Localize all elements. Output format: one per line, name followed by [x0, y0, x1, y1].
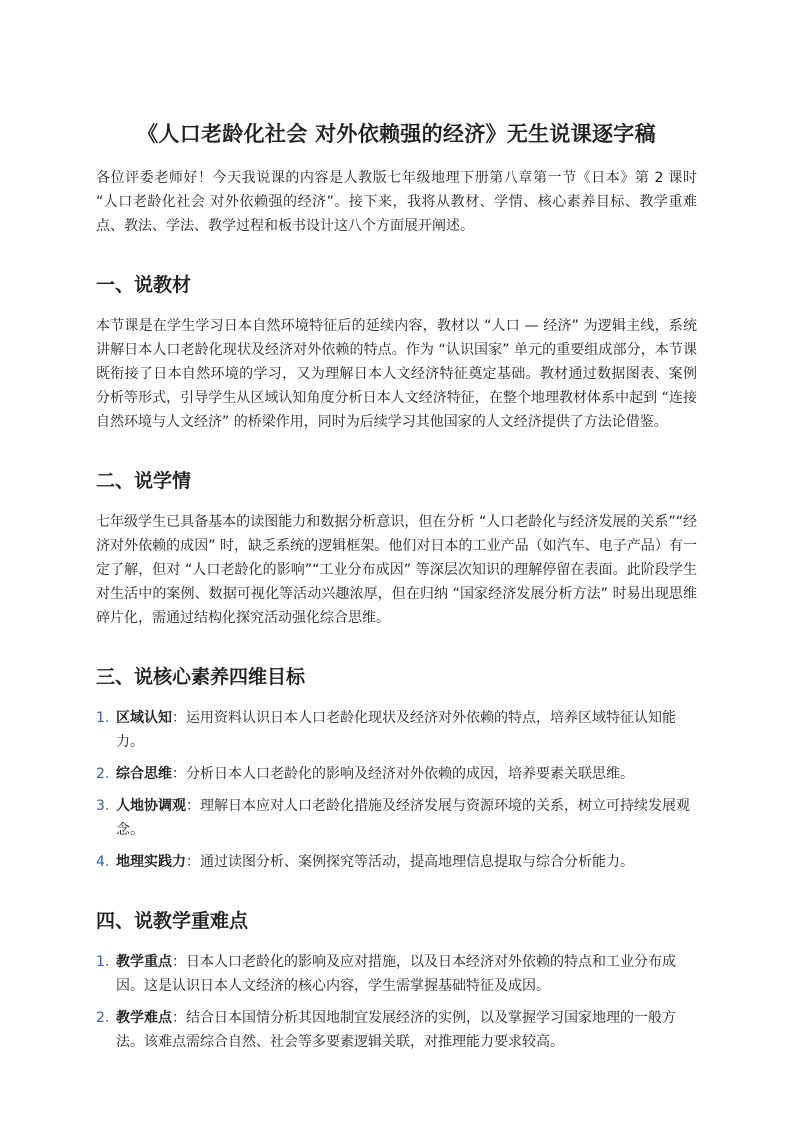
list-term: 综合思维 — [116, 766, 172, 782]
list-text: 通过读图分析、案例探究等活动，提高地理信息提取与综合分析能力。 — [200, 854, 634, 870]
list-separator: ： — [172, 710, 186, 726]
document-body — [96, 166, 697, 1068]
section-heading-textbook: 一、说教材 — [96, 274, 192, 296]
list-text: 分析日本人口老龄化的影响及经济对外依赖的成因，培养要素关联思维。 — [186, 766, 634, 782]
list-item — [96, 1006, 697, 1054]
list-text: 日本人口老龄化的影响及应对措施，以及日本经济对外依赖的特点和工业分布成因。这是认识日本人文经济的核心内容，学生需掌握基础特征及成因。 — [116, 954, 676, 994]
document-title: 《人口老龄化社会 对外依赖强的经济》无生说课逐字稿 — [137, 122, 656, 146]
list-separator: ： — [186, 854, 200, 870]
list-separator: ： — [172, 766, 186, 782]
list-number: 4. — [96, 854, 110, 870]
list-item — [96, 794, 697, 842]
list-text: 运用资料认识日本人口老龄化现状及经济对外依赖的特点，培养区域特征认知能力。 — [116, 710, 676, 750]
list-text: 结合日本国情分析其因地制宜发展经济的实例，以及掌握学习国家地理的一般方法。该难点需综合自然、社会等多要素逻辑关联，对推理能力要求较高。 — [116, 1010, 676, 1050]
section-heading-students: 二、说学情 — [96, 470, 192, 492]
list-term: 区域认知 — [116, 710, 172, 726]
list-separator: ： — [172, 1010, 186, 1026]
list-term: 人地协调观 — [116, 798, 186, 814]
list-item — [96, 706, 697, 754]
key-points-list — [96, 950, 697, 1054]
section-paragraph-textbook: 本节课是在学生学习日本自然环境特征后的延续内容，教材以 “人口 — 经济” 为逻辑主线，系统讲解日本人口老龄化现状及经济对外依赖的特点。作为 “认识国家” 单元的重要组成部分，本节课既衔接了日本自然环境的学习，又为理解日本人文经济特征奠定基础。教材通过数据图表、案例分析等形式，引导学生从区域认知角度分析日本人文经济特征，在整个地理教材体系中起到 “连接自然环境与人文经济” 的桥梁作用，同时为后续学习其他国家的人文经济提供了方法论借鉴。 — [96, 318, 697, 430]
list-number: 2. — [96, 1010, 110, 1026]
list-text: 理解日本应对人口老龄化措施及经济发展与资源环境的关系，树立可持续发展观念。 — [116, 798, 690, 838]
section-paragraph-students: 七年级学生已具备基本的读图能力和数据分析意识，但在分析 “人口老龄化与经济发展的关系”“经济对外依赖的成因” 时，缺乏系统的逻辑框架。他们对日本的工业产品（如汽车、电子产品）有一定了解，但对 “人口老龄化的影响”“工业分布成因” 等深层次知识的理解停留在表面。此阶段学生对生活中的案例、数据可视化等活动兴趣浓厚，但在归纳 “国家经济发展分析方法” 时易出现思维碎片化，需通过结构化探究活动强化综合思维。 — [96, 514, 697, 626]
section-heading-objectives: 三、说核心素养四维目标 — [96, 666, 306, 688]
objectives-list — [96, 706, 697, 874]
list-separator: ： — [172, 954, 186, 970]
list-number: 1. — [96, 710, 110, 726]
list-item — [96, 762, 697, 786]
intro-paragraph: 各位评委老师好！今天我说课的内容是人教版七年级地理下册第八章第一节《日本》第 2 课时 “人口老龄化社会 对外依赖强的经济”。接下来，我将从教材、学情、核心素养目标、教学重难点、教法、学法、教学过程和板书设计这八个方面展开阐述。 — [96, 170, 697, 234]
list-item — [96, 950, 697, 998]
list-number: 3. — [96, 798, 110, 814]
list-number: 1. — [96, 954, 110, 970]
list-item — [96, 850, 697, 874]
list-number: 2. — [96, 766, 110, 782]
list-separator: ： — [186, 798, 200, 814]
list-term: 教学难点 — [116, 1010, 172, 1026]
list-term: 教学重点 — [116, 954, 172, 970]
section-heading-key-points: 四、说教学重难点 — [96, 910, 249, 932]
list-term: 地理实践力 — [116, 854, 186, 870]
